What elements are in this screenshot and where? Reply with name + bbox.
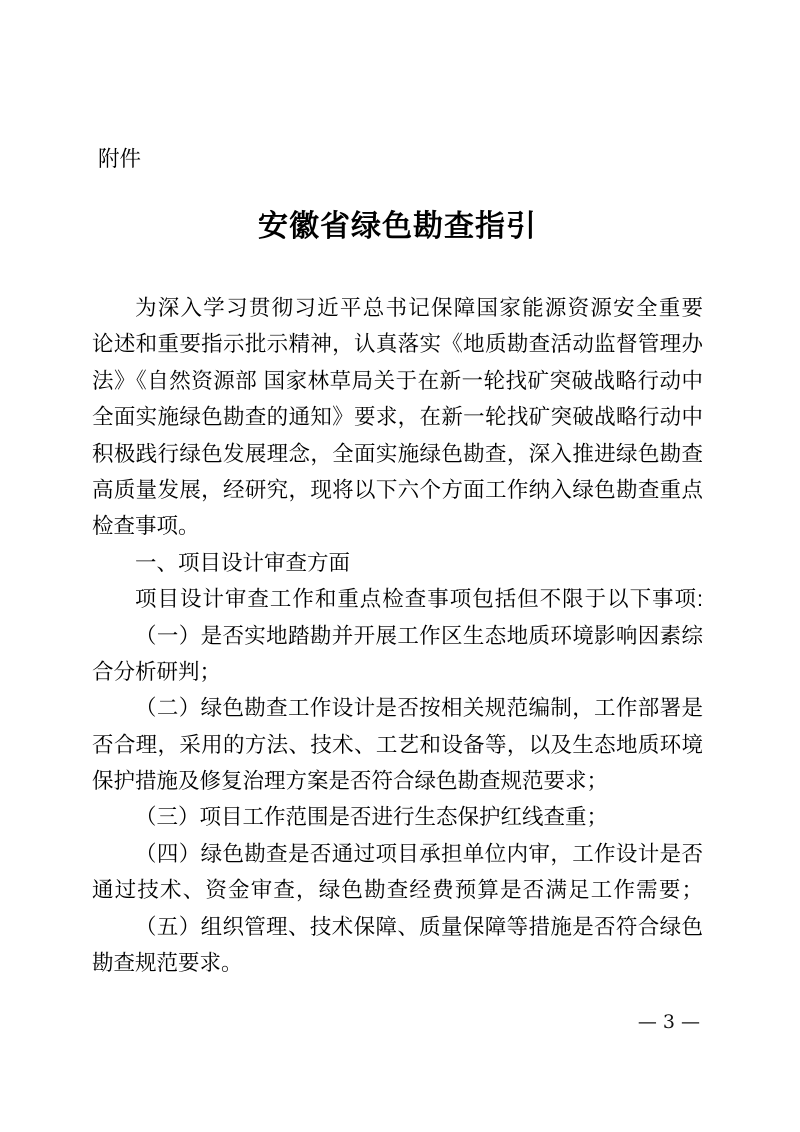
- document-body: [92, 290, 703, 981]
- body-line: （五）组织管理、技术保障、质量保障等措施是否符合绿色: [135, 914, 703, 939]
- attachment-label: 附件: [98, 147, 142, 171]
- body-line: 论述和重要指示批示精神，认真落实《地质勘查活动监督管理办: [92, 332, 703, 357]
- body-line: （二）绿色勘查工作设计是否按相关规范编制，工作部署是: [135, 696, 703, 721]
- body-line: 通过技术、资金审查，绿色勘查经费预算是否满足工作需要；: [92, 878, 703, 903]
- body-line: （一）是否实地踏勘并开展工作区生态地质环境影响因素综: [135, 623, 703, 648]
- body-line: 项目设计审查工作和重点检查事项包括但不限于以下事项:: [135, 587, 703, 612]
- body-line: 全面实施绿色勘查的通知》要求，在新一轮找矿突破战略行动中: [92, 405, 703, 430]
- document-title: 安徽省绿色勘查指引: [258, 210, 537, 243]
- body-line: 高质量发展，经研究，现将以下六个方面工作纳入绿色勘查重点: [92, 477, 703, 502]
- section-heading: 一、项目设计审查方面: [135, 550, 351, 575]
- body-line: 勘查规范要求。: [92, 951, 243, 976]
- body-line: （三）项目工作范围是否进行生态保护红线查重；: [135, 805, 609, 830]
- body-line: （四）绿色勘查是否通过项目承担单位内审，工作设计是否: [135, 841, 703, 866]
- body-line: 检查事项。: [92, 514, 200, 539]
- page-number: — 3 —: [637, 1011, 700, 1033]
- body-line: 法》《自然资源部 国家林草局关于在新一轮找矿突破战略行动中: [92, 368, 703, 393]
- body-line: 保护措施及修复治理方案是否符合绿色勘查规范要求；: [92, 769, 609, 794]
- body-line: 积极践行绿色发展理念，全面实施绿色勘查，深入推进绿色勘查: [92, 441, 703, 466]
- body-line: 合分析研判；: [92, 659, 222, 684]
- body-line: 否合理，采用的方法、技术、工艺和设备等，以及生态地质环境: [92, 732, 703, 757]
- body-line: 为深入学习贯彻习近平总书记保障国家能源资源安全重要: [135, 296, 703, 320]
